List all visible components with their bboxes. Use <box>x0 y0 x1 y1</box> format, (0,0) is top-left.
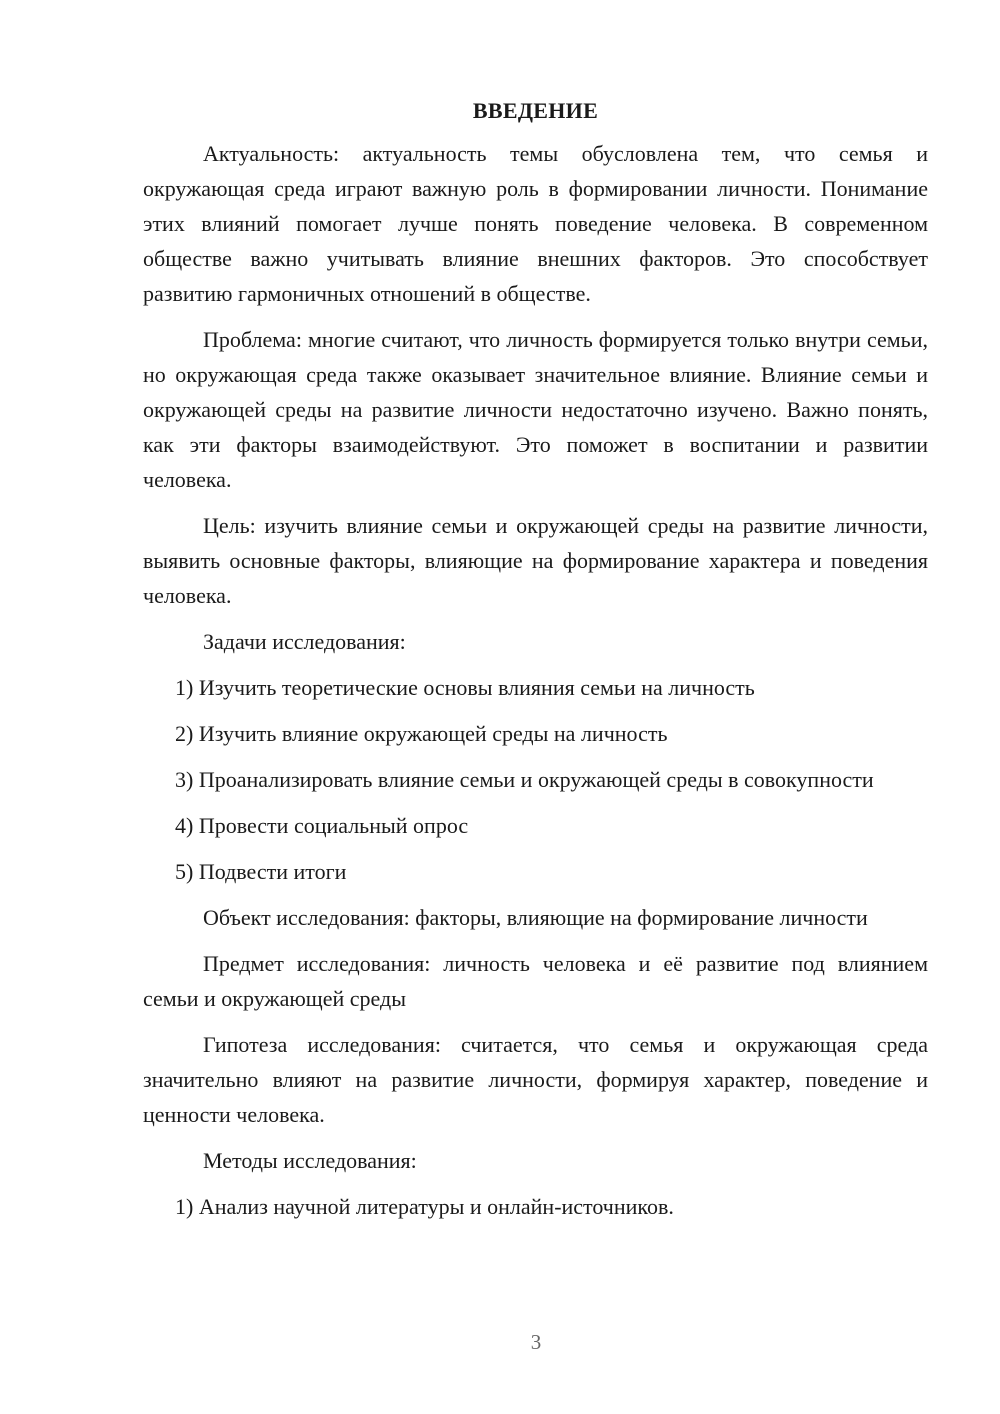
page-number: 3 <box>530 1330 542 1354</box>
task-item-2: 2) Изучить влияние окружающей среды на личность <box>175 721 668 746</box>
section-heading: ВВЕДЕНИЕ <box>472 98 599 123</box>
subject-paragraph: Предмет исследования: личность человека и её развитие под влиянием семьи и окружающей среды <box>143 951 928 1011</box>
task-item-1: 1) Изучить теоретические основы влияния семьи на личность <box>175 675 755 700</box>
problem-paragraph: Проблема: многие считают, что личность формируется только внутри семьи, но окружающая среда также оказывает значительное влияние. Влияние семьи и окружающей среды на развитие личности недостаточно изучено. Важно понять, как эти факторы взаимодействуют. Это поможет в воспитании и развитии человека. <box>143 327 928 492</box>
task-item-3: 3) Проанализировать влияние семьи и окружающей среды в совокупности <box>175 767 874 792</box>
task-item-5: 5) Подвести итоги <box>175 859 347 884</box>
page-content <box>143 93 928 1235</box>
methods-title: Методы исследования: <box>203 1148 417 1173</box>
hypothesis-paragraph: Гипотеза исследования: считается, что семья и окружающая среда значительно влияют на развитие личности, формируя характер, поведение и ценности человека. <box>143 1032 928 1127</box>
task-item-4: 4) Провести социальный опрос <box>175 813 469 838</box>
relevance-paragraph: Актуальность: актуальность темы обусловлена тем, что семья и окружающая среда играют важную роль в формировании личности. Понимание этих влияний помогает лучше понять поведение человека. В современном обществе важно учитывать влияние внешних факторов. Это способствует развитию гармоничных отношений в обществе. <box>143 141 928 306</box>
goal-paragraph: Цель: изучить влияние семьи и окружающей среды на развитие личности, выявить основные факторы, влияющие на формирование характера и поведения человека. <box>143 513 928 608</box>
method-item-1: 1) Анализ научной литературы и онлайн-источников. <box>175 1194 674 1219</box>
tasks-title: Задачи исследования: <box>203 629 406 654</box>
object-paragraph: Объект исследования: факторы, влияющие на формирование личности <box>203 905 868 930</box>
